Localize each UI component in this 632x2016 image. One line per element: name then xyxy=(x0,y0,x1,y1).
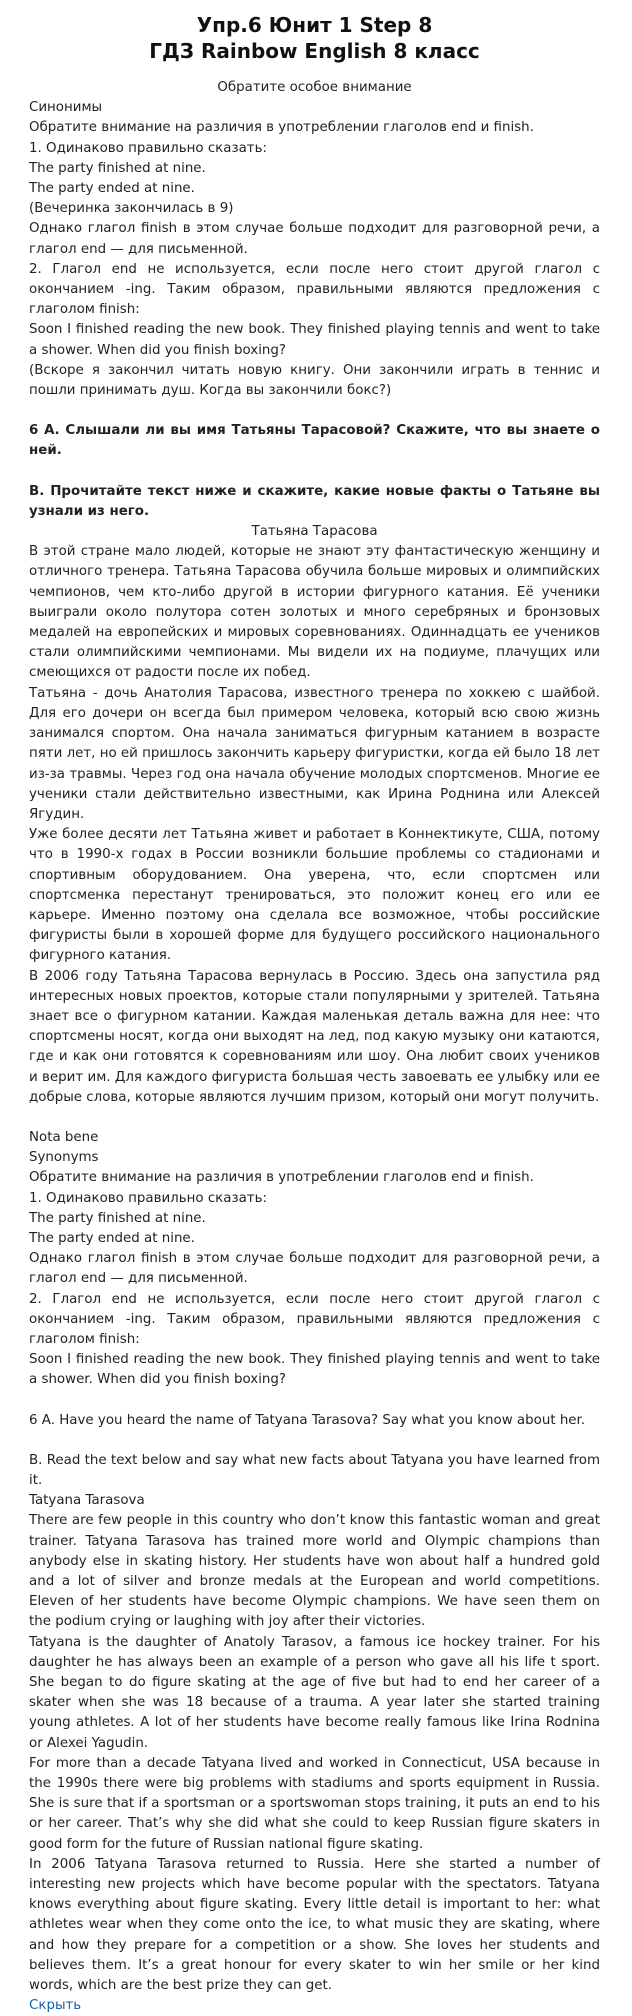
en-intro: Обратите внимание на различия в употреблении глаголов end и finish. xyxy=(29,1170,534,1186)
ru-p1-text: Однако глагол finish в этом случае больше подходит для разговорной речи, а глагол end — для письменной. xyxy=(29,221,600,257)
ru-p2-example: Soon I finished reading the new book. They finished playing tennis and went to take a shower. When did you finish boxing? xyxy=(29,322,600,358)
en-paragraph-2: Tatyana is the daughter of Anatoly Tarasov, a famous ice hockey trainer. For his daughter he has always been an example of a person who gave all his life t sport. She began to do figure skating at the age of five but had to end her career of a skater when she was 18 because of a trauma. A year later she started training young athletes. A lot of her students have become really famous like Irina Rodnina or Alexei Yagudin. xyxy=(29,1634,600,1751)
en-paragraph-4: In 2006 Tatyana Tarasova returned to Russia. Here she started a number of interesting new projects which have become popular with the spectators. Tatyana knows everything about figure skating. Every little detail is important to her: what athletes wear when they come onto the ice, to what music they are skating, where and how they prepare for a competition or a show. She loves her students and believes them. It’s a great honour for every skater to win her smile or her kind words, which are the best prize they can get. xyxy=(29,1856,600,1994)
en-synonyms-label: Synonyms xyxy=(29,1150,99,1166)
ru-example-2: The party ended at nine. xyxy=(29,181,195,197)
ru-synonyms-label: Синонимы xyxy=(29,100,103,116)
en-paragraph-3: For more than a decade Tatyana lived and worked in Connecticut, USA because in the 1990s there were big problems with stadiums and sports equipment in Russia. She is sure that if a sportsman or a sportswoman stops training, it puts an end to his or her career. That’s why she did what she could to keep Russian figure skaters in good form for the future of Russian national figure skating. xyxy=(29,1755,600,1852)
en-task-b: B. Read the text below and say what new facts about Tatyana you have learned from it. xyxy=(29,1452,600,1488)
en-example-1: The party finished at nine. xyxy=(29,1210,206,1226)
ru-paragraph-4: В 2006 году Татьяна Тарасова вернулась в Россию. Здесь она запустила ряд интересных новых проектов, которые стали популярными у зрителей. Татьяна знает все о фигурном катании. Каждая маленькая деталь важна для нее: что спортсмены носят, когда они выходят на лед, под какую музыку они катаются, где и как они готовятся к соревнованиям или шоу. Она любит своих учеников и верит им. Для каждого фигуриста большая честь завоевать ее улыбку или ее добрые слова, которые являются лучшим призом, который они могут получить. xyxy=(29,968,600,1105)
ru-paragraph-3: Уже более десяти лет Татьяна живет и работает в Коннектикуте, США, потому что в 1990-х годах в России возникли большие проблемы со стадионами и спортивным оборудованием. Она уверена, что, если спортсмен или спортсменка перестанут тренироваться, это положит конец его или ее карьере. Именно поэтому она сделала все возможное, чтобы российские фигуристы были в хорошей форме для будущего российского национального фигурного катания. xyxy=(29,827,600,964)
ru-example-translation: (Вечеринка закончилась в 9) xyxy=(29,201,234,217)
ru-task-a: 6 А. Слышали ли вы имя Татьяны Тарасовой? Скажите, что вы знаете о ней. xyxy=(29,423,600,459)
ru-paragraph-1: В этой стране мало людей, которые не знают эту фантастическую женщину и отличного тренера. Татьяна Тарасова обучила больше мировых и олимпийских чемпионов, чем кто-либо другой в истории фигурного катания. Её ученики выиграли около полутора сотен золотых и много серебряных и бронзовых медалей на европейских и мировых соревнованиях. Одиннадцать ее учеников стали олимпийскими чемпионами. Мы видели их на подиуме, плачущих или смеющихся от радости после их побед. xyxy=(29,544,600,681)
en-p2-text: 2. Глагол end не используется, если после него стоит другой глагол с окончанием -ing. Таким образом, правильными являются предложения с глаголом finish: xyxy=(29,1291,600,1347)
en-p2-example: Soon I finished reading the new book. They finished playing tennis and went to take a shower. When did you finish boxing? xyxy=(29,1352,600,1388)
en-nota-bene: Nota bene xyxy=(29,1129,99,1145)
title-line-2: ГДЗ Rainbow English 8 класс xyxy=(149,39,480,63)
ru-task-b: В. Прочитайте текст ниже и скажите, какие новые факты о Татьяне вы узнали из него. xyxy=(29,483,600,519)
ru-example-1: The party finished at nine. xyxy=(29,160,206,176)
ru-p1-label: 1. Одинаково правильно сказать: xyxy=(29,140,268,156)
en-example-2: The party ended at nine. xyxy=(29,1230,195,1246)
ru-note-heading: Обратите особое внимание xyxy=(217,80,412,95)
ru-p2-text: 2. Глагол end не используется, если после него стоит другой глагол с окончанием -ing. Таким образом, правильными являются предложения с глаголом finish: xyxy=(29,261,600,318)
page-content xyxy=(29,12,600,2016)
en-paragraph-1: There are few people in this country who don’t know this fantastic woman and great trainer. Tatyana Tarasova has trained more world and Olympic champions than anybody else in skating history. Her students have won about half a hundred gold and a lot of silver and bronze medals at the European and world competitions. Eleven of her students have become Olympic champions. We have seen them on the podium crying or laughing with joy after their victories. xyxy=(29,1513,600,1630)
title-line-1: Упр.6 Юнит 1 Step 8 xyxy=(196,13,433,37)
en-text-title: Tatyana Tarasova xyxy=(29,1493,145,1509)
ru-intro: Обратите внимание на различия в употреблении глаголов end и finish. xyxy=(29,120,534,136)
en-p1-text: Однако глагол finish в этом случае больше подходит для разговорной речи, а глагол end — для письменной. xyxy=(29,1251,600,1287)
hide-link[interactable]: Скрыть xyxy=(29,1998,82,2014)
ru-note-section xyxy=(29,78,600,401)
ru-text-title: Татьяна Тарасова xyxy=(251,524,378,540)
en-p1-label: 1. Одинаково правильно сказать: xyxy=(29,1190,268,1206)
ru-p2-translation: (Вскоре я закончил читать новую книгу. Они закончили играть в теннис и пошли принимать душ. Когда вы закончили бокс?) xyxy=(29,362,600,399)
en-note-section xyxy=(29,1128,600,1391)
ru-paragraph-2: Татьяна - дочь Анатолия Тарасова, известного тренера по хоккею с шайбой. Для его дочери он всегда был примером человека, который всю свою жизнь занимался спортом. Она начала заниматься фигурным катанием в возрасте пяти лет, но ей пришлось закончить карьеру фигуристки, когда ей было 18 лет из-за травмы. Через год она начала обучение молодых спортсменов. Многие ее ученики стали действительно известными, как Ирина Роднина или Алексей Ягудин. xyxy=(29,685,600,822)
en-task-a: 6 A. Have you heard the name of Tatyana Tarasova? Say what you know about her. xyxy=(29,1412,586,1428)
page-title xyxy=(29,12,600,64)
